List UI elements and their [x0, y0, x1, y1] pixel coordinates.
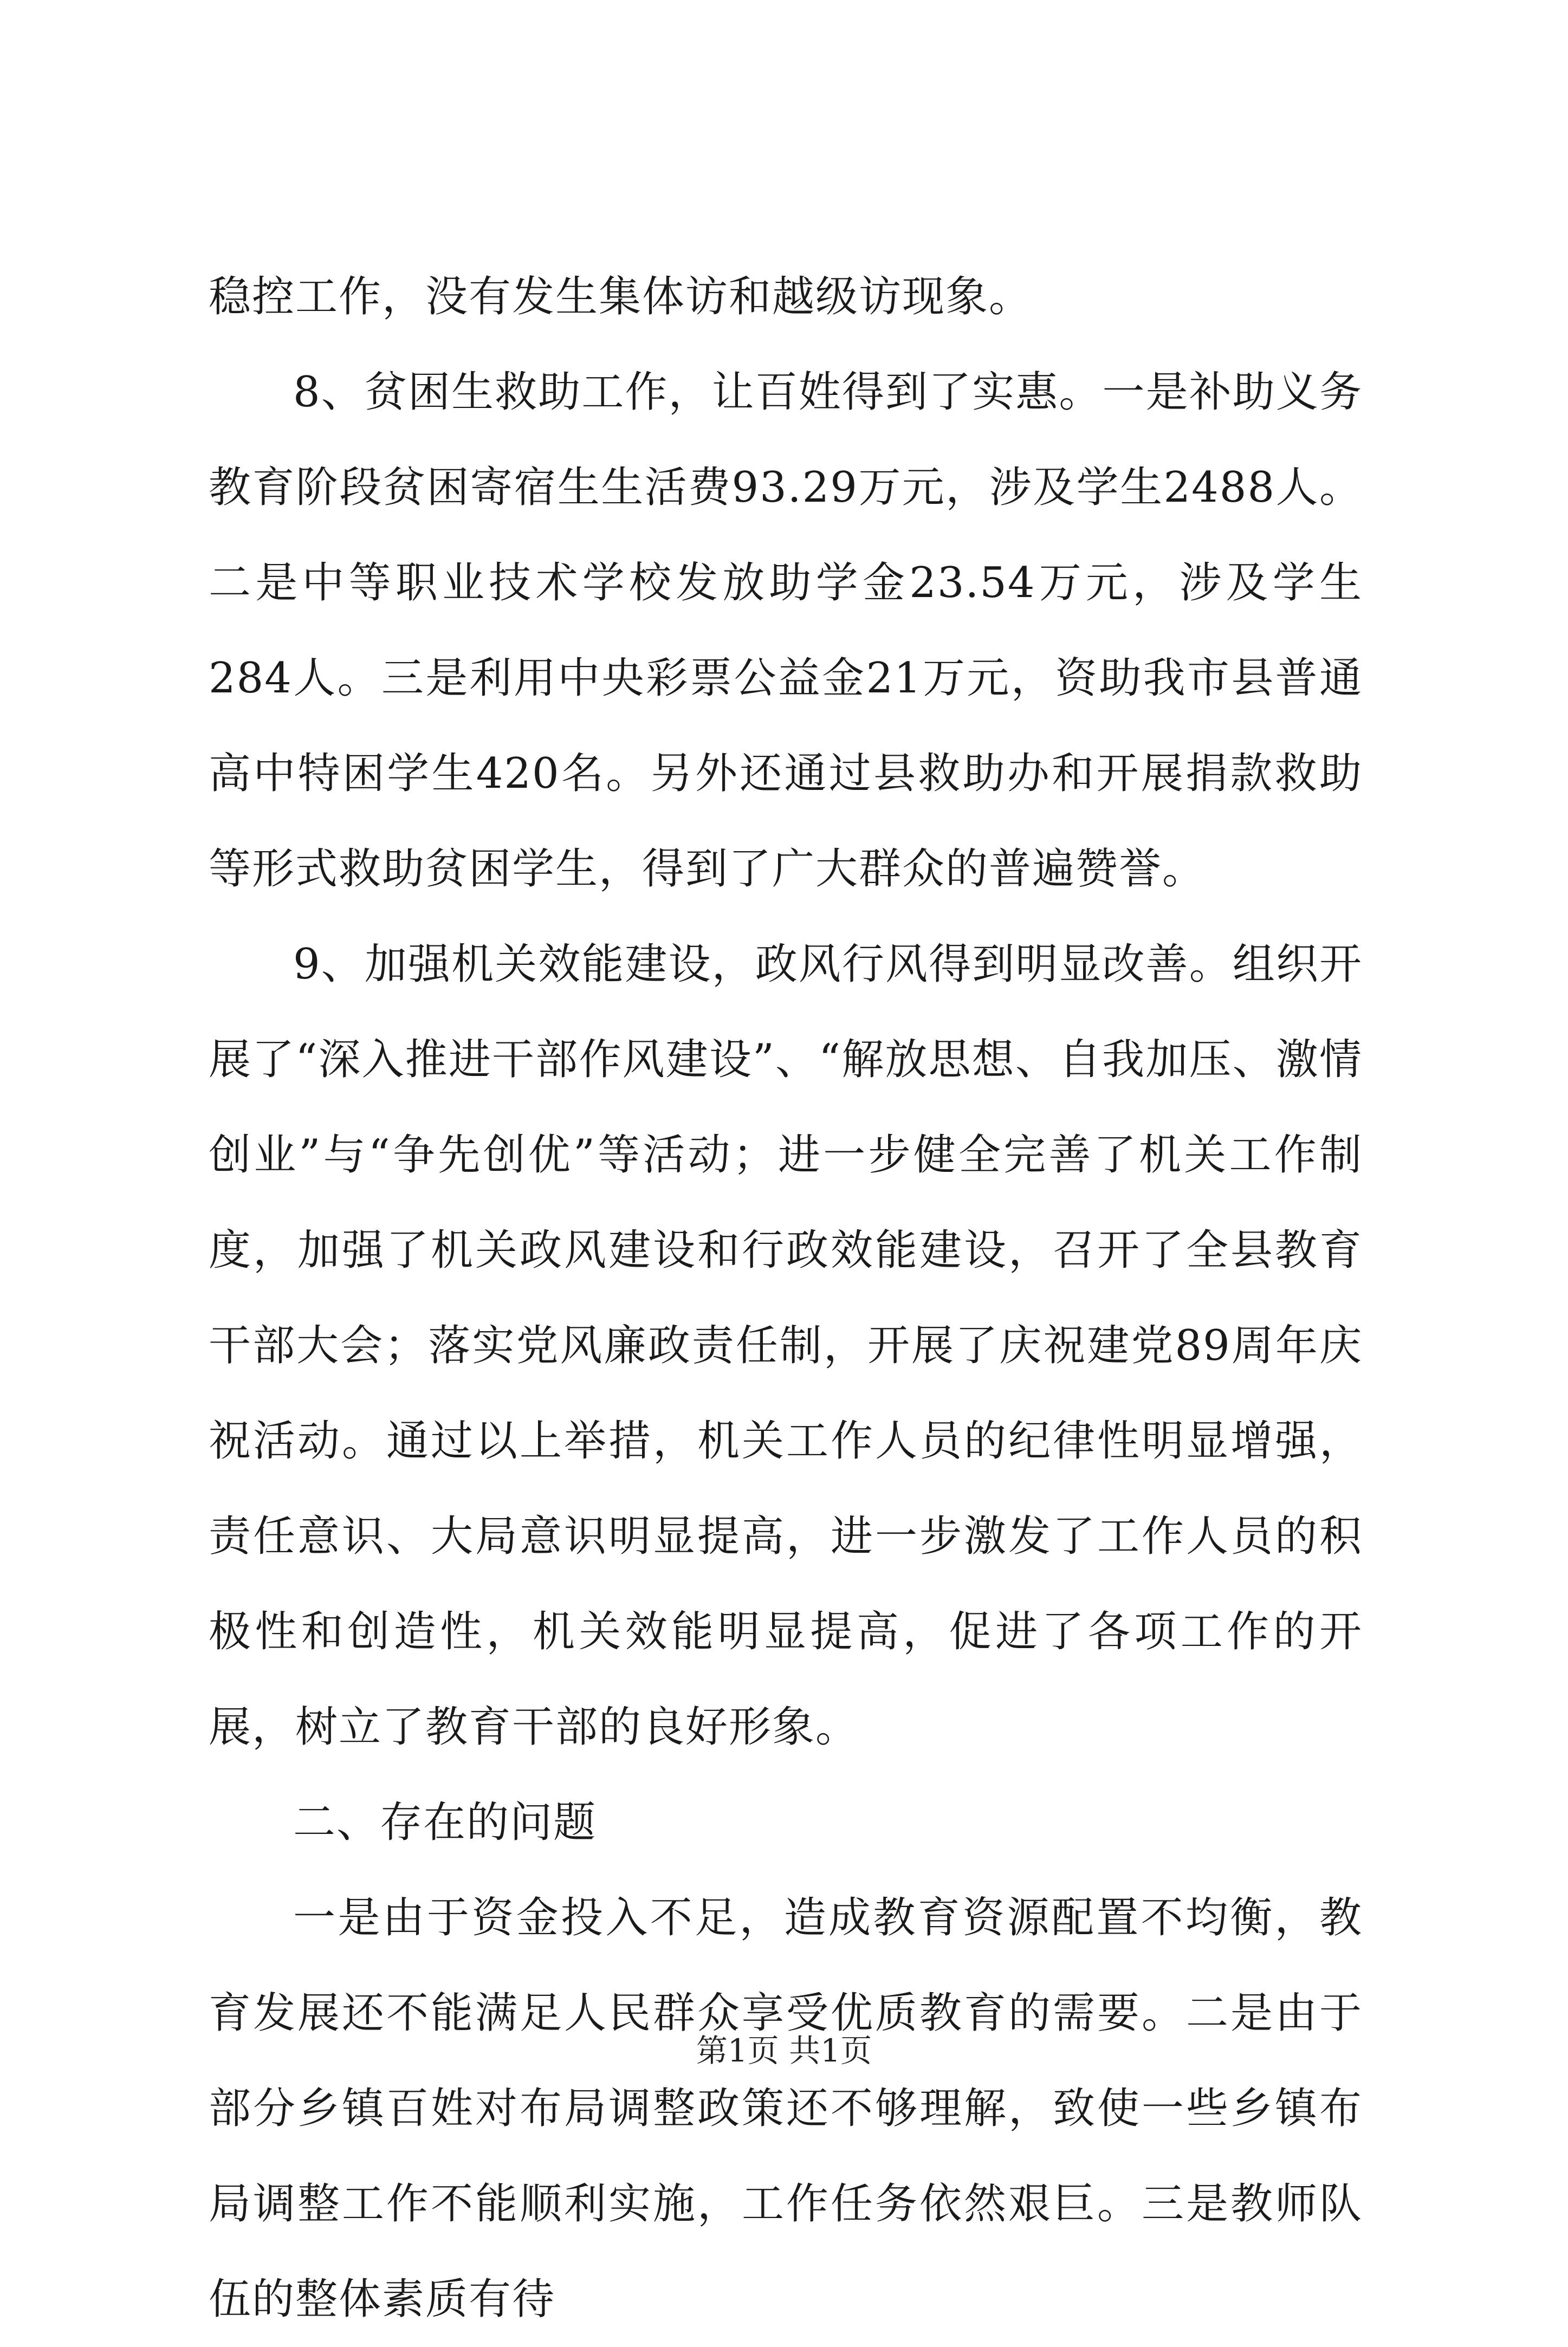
page-footer — [0, 2029, 1568, 2072]
paragraph-item-8-poor-student-aid: 8、贫困生救助工作，让百姓得到了实惠。一是补助义务教育阶段贫困寄宿生生活费93.29万元，涉及学生2488人。二是中等职业技术学校发放助学金23.54万元，涉及学生284人。三是利用中央彩票公益金21万元，资助我市县普通高中特困学生420名。另外还通过县救助办和开展捐款救助等形式救助贫困学生，得到了广大群众的普遍赞誉。 — [209, 368, 1363, 893]
paragraph-problems: 一是由于资金投入不足，造成教育资源配置不均衡，教育发展还不能满足人民群众享受优质教育的需要。二是由于部分乡镇百姓对布局调整政策还不够理解，致使一些乡镇布局调整工作不能顺利实施，工作任务依然艰巨。三是教师队伍的整体素质有待 — [209, 1894, 1363, 2324]
paragraph-item-9-efficiency-building: 9、加强机关效能建设，政风行风得到明显改善。组织开展了“深入推进干部作风建设”、“解放思想、自我加压、激情创业”与“争先创优”等活动；进一步健全完善了机关工作制度，加强了机关政风建设和行政效能建设，召开了全县教育干部大会；落实党风廉政责任制，开展了庆祝建党89周年庆祝活动。通过以上举措，机关工作人员的纪律性明显增强，责任意识、大局意识明显提高，进一步激发了工作人员的积极性和创造性，机关效能明显提高，促进了各项工作的开展，树立了教育干部的良好形象。 — [209, 940, 1363, 1752]
paragraph-continuation: 稳控工作，没有发生集体访和越级访现象。 — [209, 273, 1033, 321]
section-heading-problems: 二、存在的问题 — [293, 1798, 597, 1847]
page-number: 第1页 共1页 — [696, 2032, 872, 2069]
